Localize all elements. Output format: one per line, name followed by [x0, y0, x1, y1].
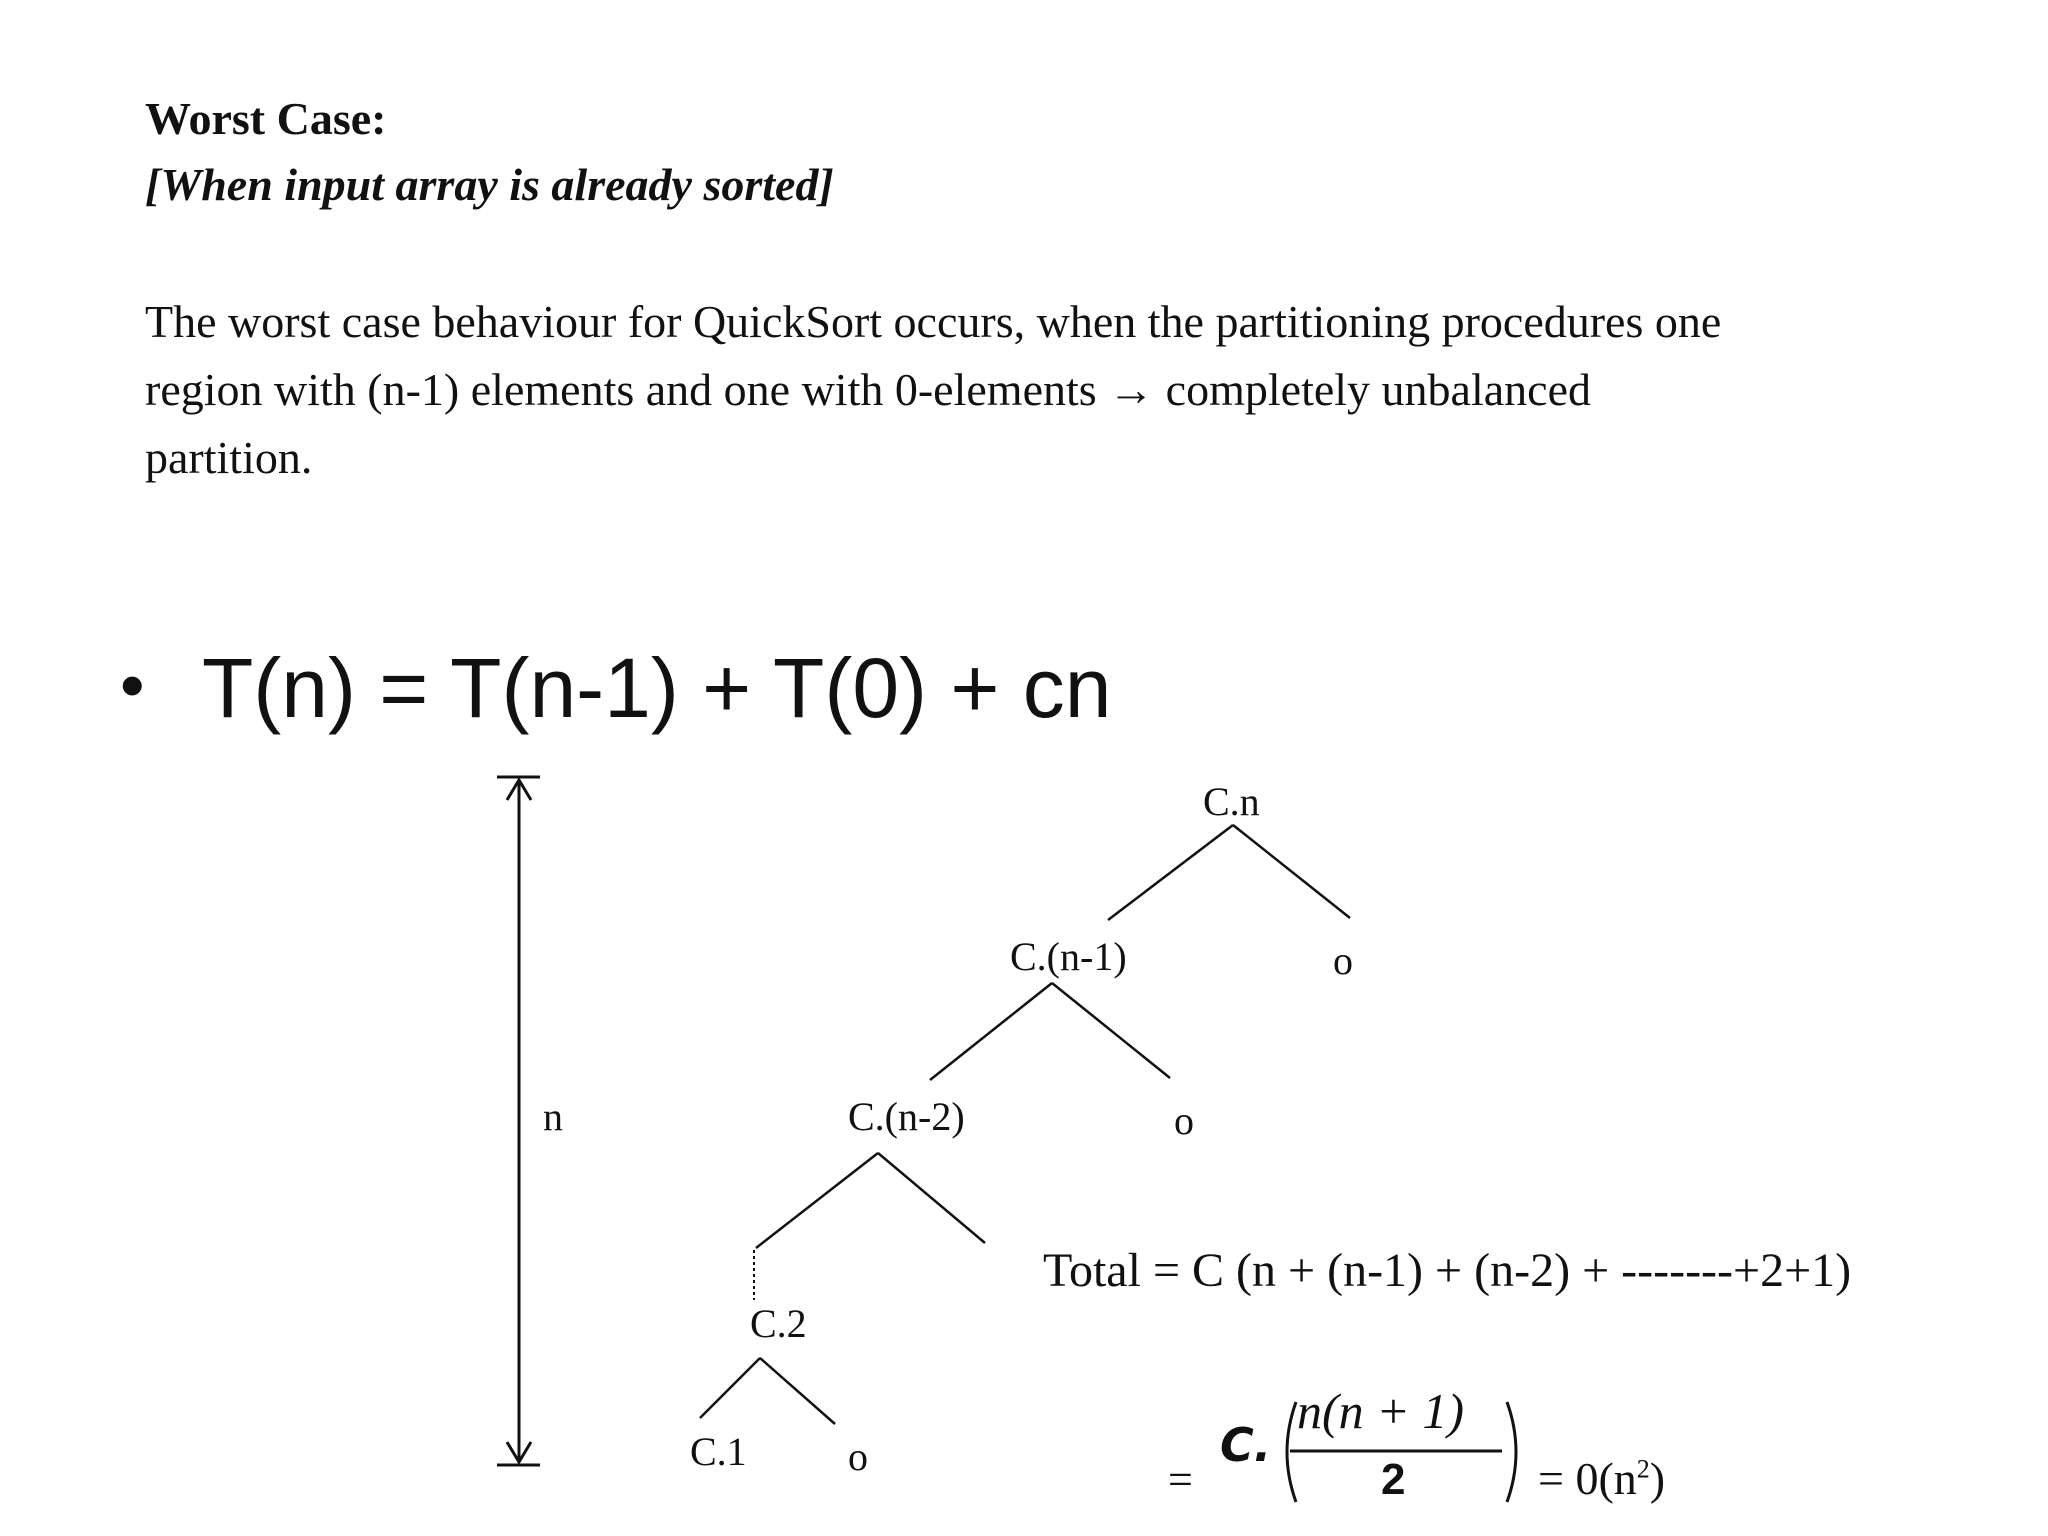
tree-node-level1-left: C.(n-1): [1010, 934, 1127, 979]
tree-node-leaf-right: o: [848, 1434, 868, 1479]
tree-node-level-k: C.2: [750, 1301, 807, 1346]
paragraph-line: region with (n-1) elements and one with 0-elements → completely unbalanced: [145, 364, 1591, 415]
edge: [930, 983, 1052, 1080]
total-equation: Total = C (n + (n-1) + (n-2) + -------+2+1): [1043, 1244, 1852, 1297]
paragraph-line: partition.: [145, 432, 313, 483]
edge: [700, 1358, 760, 1418]
tree-node-level1-right: o: [1333, 938, 1353, 983]
tree-node-level2-left: C.(n-2): [848, 1094, 965, 1139]
tree-node-leaf-left: C.1: [690, 1429, 747, 1474]
subheading: [When input array is already sorted]: [145, 159, 834, 210]
height-arrow: [497, 777, 540, 1465]
result-prefix: = 0(n: [1538, 1453, 1637, 1504]
edge: [756, 1153, 878, 1248]
bullet-dot-icon: •: [120, 646, 145, 724]
edge: [1233, 825, 1350, 918]
edge: [760, 1358, 835, 1424]
tree-node-root: C.n: [1203, 779, 1260, 824]
equals-sign: =: [1168, 1455, 1193, 1504]
result-exponent: 2: [1636, 1454, 1650, 1484]
edge: [1108, 825, 1233, 920]
result-suffix: ): [1649, 1453, 1666, 1504]
tree-node-level2-right: o: [1174, 1098, 1194, 1143]
tree-height-label: n: [543, 1094, 563, 1139]
fraction-denominator: 2: [1381, 1455, 1406, 1504]
edge: [1052, 983, 1170, 1078]
paragraph-line: The worst case behaviour for QuickSort occurs, when the partitioning procedures one: [145, 296, 1722, 347]
coefficient: C.: [1220, 1418, 1272, 1472]
fraction-numerator: n(n + 1): [1297, 1383, 1465, 1439]
result: [1538, 1452, 1665, 1505]
edge: [878, 1153, 985, 1243]
recurrence-equation: T(n) = T(n-1) + T(0) + cn: [202, 641, 1112, 735]
heading: Worst Case:: [145, 93, 387, 144]
